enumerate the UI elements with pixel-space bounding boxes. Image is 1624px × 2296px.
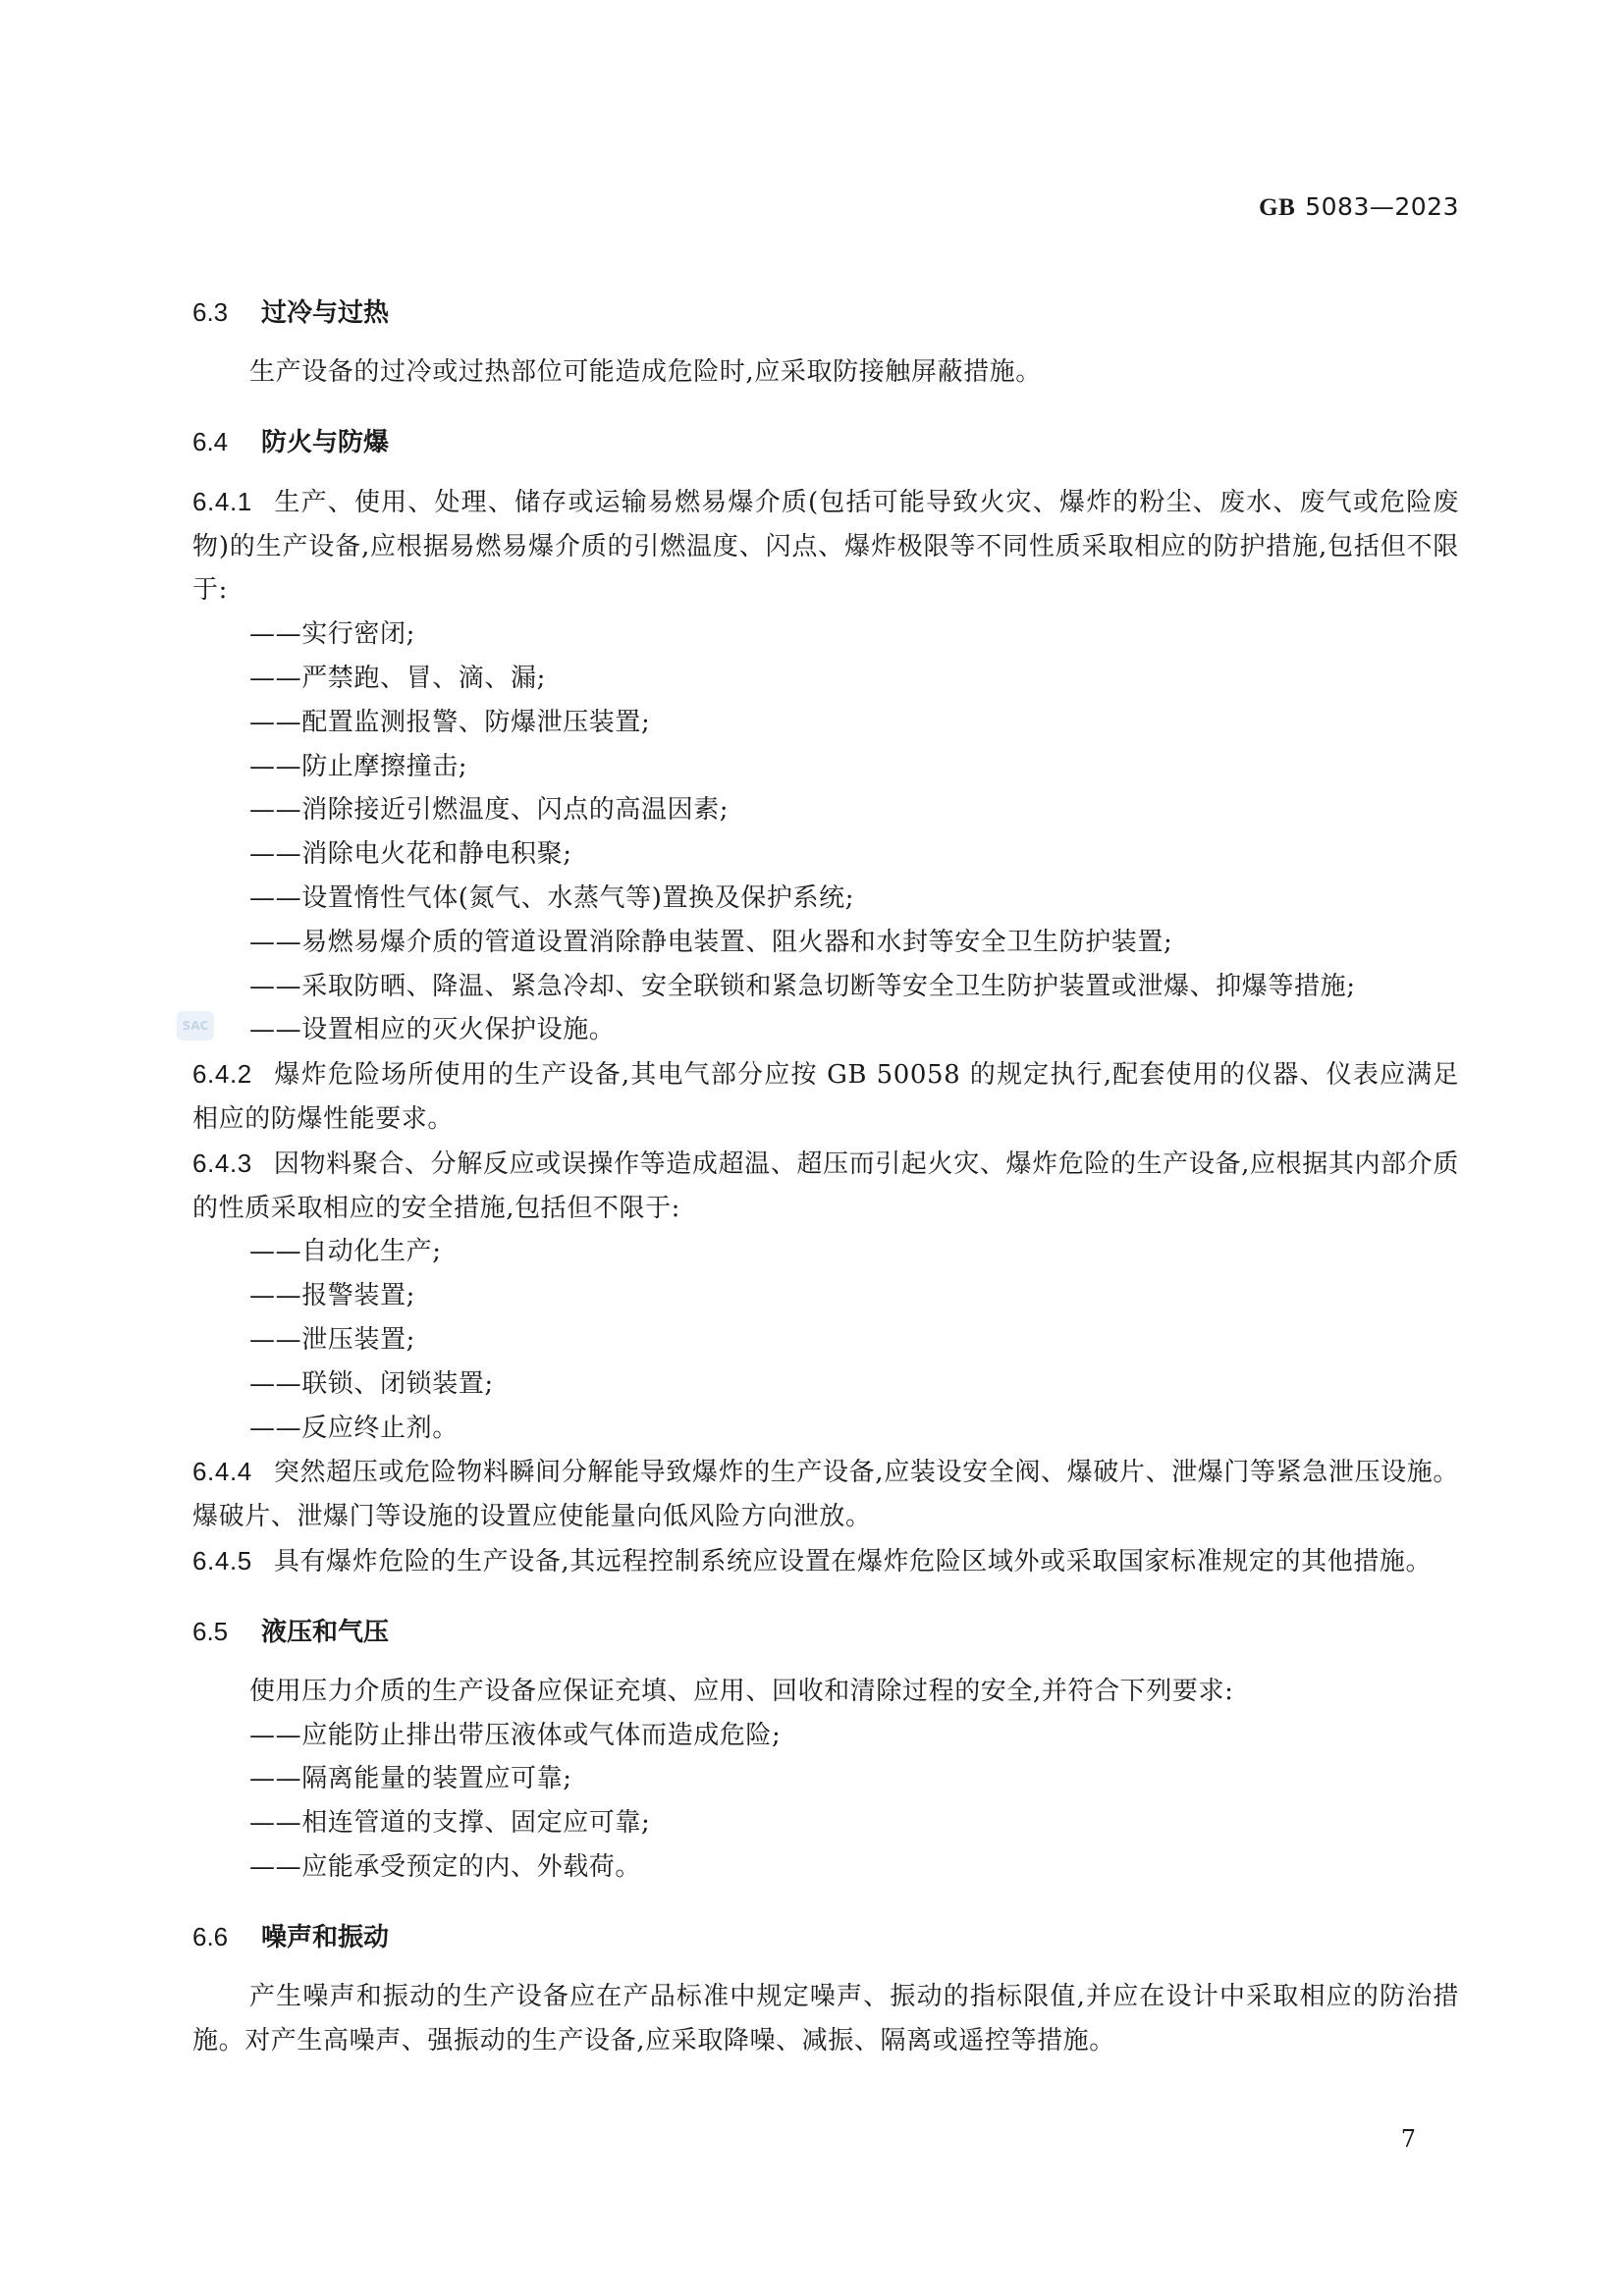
list-item: ——泄压装置;	[249, 1324, 415, 1355]
section-heading-6-6	[192, 1915, 1459, 1959]
clause-number: 6.4.2	[192, 1059, 252, 1090]
clause-number: 6.4.5	[192, 1545, 252, 1575]
list-item: ——易燃易爆介质的管道设置消除静电装置、阻火器和水封等安全卫生防护装置;	[249, 927, 1173, 957]
list-item: ——采取防晒、降温、紧急冷却、安全联锁和紧急切断等安全卫生防护装置或泄爆、抑爆等措施;	[249, 971, 1356, 1001]
list-item: ——配置监测报警、防爆泄压装置;	[249, 707, 651, 737]
list-item: ——设置相应的灭火保护设施。	[249, 1015, 616, 1045]
section-heading-6-4	[192, 420, 1459, 464]
section-title: 防火与防爆	[261, 427, 390, 457]
list-item: ——消除电火花和静电积聚;	[249, 839, 572, 870]
section-number: 6.4	[192, 426, 229, 456]
list-item: ——应能防止排出带压液体或气体而造成危险;	[249, 1720, 782, 1750]
section-6-3-body: 生产设备的过冷或过热部位可能造成危险时,应采取防接触屏蔽措施。	[249, 357, 1042, 387]
sac-watermark-logo: SAC	[177, 1011, 214, 1041]
section-6-6-body: 产生噪声和振动的生产设备应在产品标准中规定噪声、振动的指标限值,并应在设计中采取相应的防治措施。对产生高噪声、强振动的生产设备,应采取降噪、减振、隔离或遥控等措施。	[192, 1981, 1459, 2056]
list-item: ——隔离能量的装置应可靠;	[249, 1764, 572, 1794]
clause-number: 6.4.3	[192, 1148, 252, 1178]
list-item: ——反应终止剂。	[249, 1413, 459, 1443]
clause-6-4-5	[192, 1539, 1459, 1584]
clause-6-4-3	[192, 1142, 1459, 1231]
section-heading-6-3	[192, 291, 1459, 335]
standard-code: 5083—2023	[1305, 192, 1459, 221]
clause-text: 具有爆炸危险的生产设备,其远程控制系统应设置在爆炸危险区域外或采取国家标准规定的其他措施。	[273, 1546, 1433, 1576]
section-title: 液压和气压	[261, 1617, 390, 1647]
section-heading-6-5	[192, 1610, 1459, 1654]
section-title: 噪声和振动	[261, 1922, 390, 1952]
clause-6-4-2	[192, 1052, 1459, 1142]
list-item: ——相连管道的支撑、固定应可靠;	[249, 1808, 651, 1839]
section-number: 6.5	[192, 1616, 229, 1646]
list-item: ——自动化生产;	[249, 1237, 442, 1267]
section-title: 过冷与过热	[261, 298, 390, 328]
clause-number: 6.4.4	[192, 1457, 252, 1487]
list-item: ——实行密闭;	[249, 619, 415, 650]
clause-text: 突然超压或危险物料瞬间分解能导致爆炸的生产设备,应装设安全阀、爆破片、泄爆门等紧急泄压设施。爆破片、泄爆门等设施的设置应使能量向低风险方向泄放。	[192, 1458, 1459, 1532]
section-number: 6.3	[192, 297, 229, 327]
document-body	[192, 291, 1459, 2062]
page-number: 7	[1400, 2125, 1416, 2153]
clause-number: 6.4.1	[192, 486, 252, 516]
list-item: ——报警装置;	[249, 1281, 415, 1311]
list-item: ——防止摩擦撞击;	[249, 751, 468, 781]
section-number: 6.6	[192, 1921, 229, 1951]
list-item: ——设置惰性气体(氮气、水蒸气等)置换及保护系统;	[249, 882, 855, 913]
list-item: ——联锁、闭锁装置;	[249, 1368, 494, 1399]
clause-text: 爆炸危险场所使用的生产设备,其电气部分应按 GB 50058 的规定执行,配套使用的仪器、仪表应满足相应的防爆性能要求。	[192, 1060, 1459, 1134]
list-item: ——消除接近引燃温度、闪点的高温因素;	[249, 795, 730, 826]
list-item: ——严禁跑、冒、滴、漏;	[249, 663, 546, 693]
section-6-5-body: 使用压力介质的生产设备应保证充填、应用、回收和清除过程的安全,并符合下列要求:	[249, 1676, 1234, 1706]
standard-prefix: GB	[1259, 194, 1296, 221]
clause-6-4-1	[192, 480, 1459, 613]
clause-text: 因物料聚合、分解反应或误操作等造成超温、超压而引起火灾、爆炸危险的生产设备,应根据其内部介质的性质采取相应的安全措施,包括但不限于:	[192, 1148, 1459, 1223]
list-item: ——应能承受预定的内、外载荷。	[249, 1851, 642, 1882]
standard-number	[1259, 192, 1459, 222]
clause-6-4-4	[192, 1450, 1459, 1539]
clause-text: 生产、使用、处理、储存或运输易燃易爆介质(包括可能导致火灾、爆炸的粉尘、废水、废气或危险废物)的生产设备,应根据易燃易爆介质的引燃温度、闪点、爆炸极限等不同性质采取相应的防护措施,包括但不限于:	[192, 487, 1459, 606]
